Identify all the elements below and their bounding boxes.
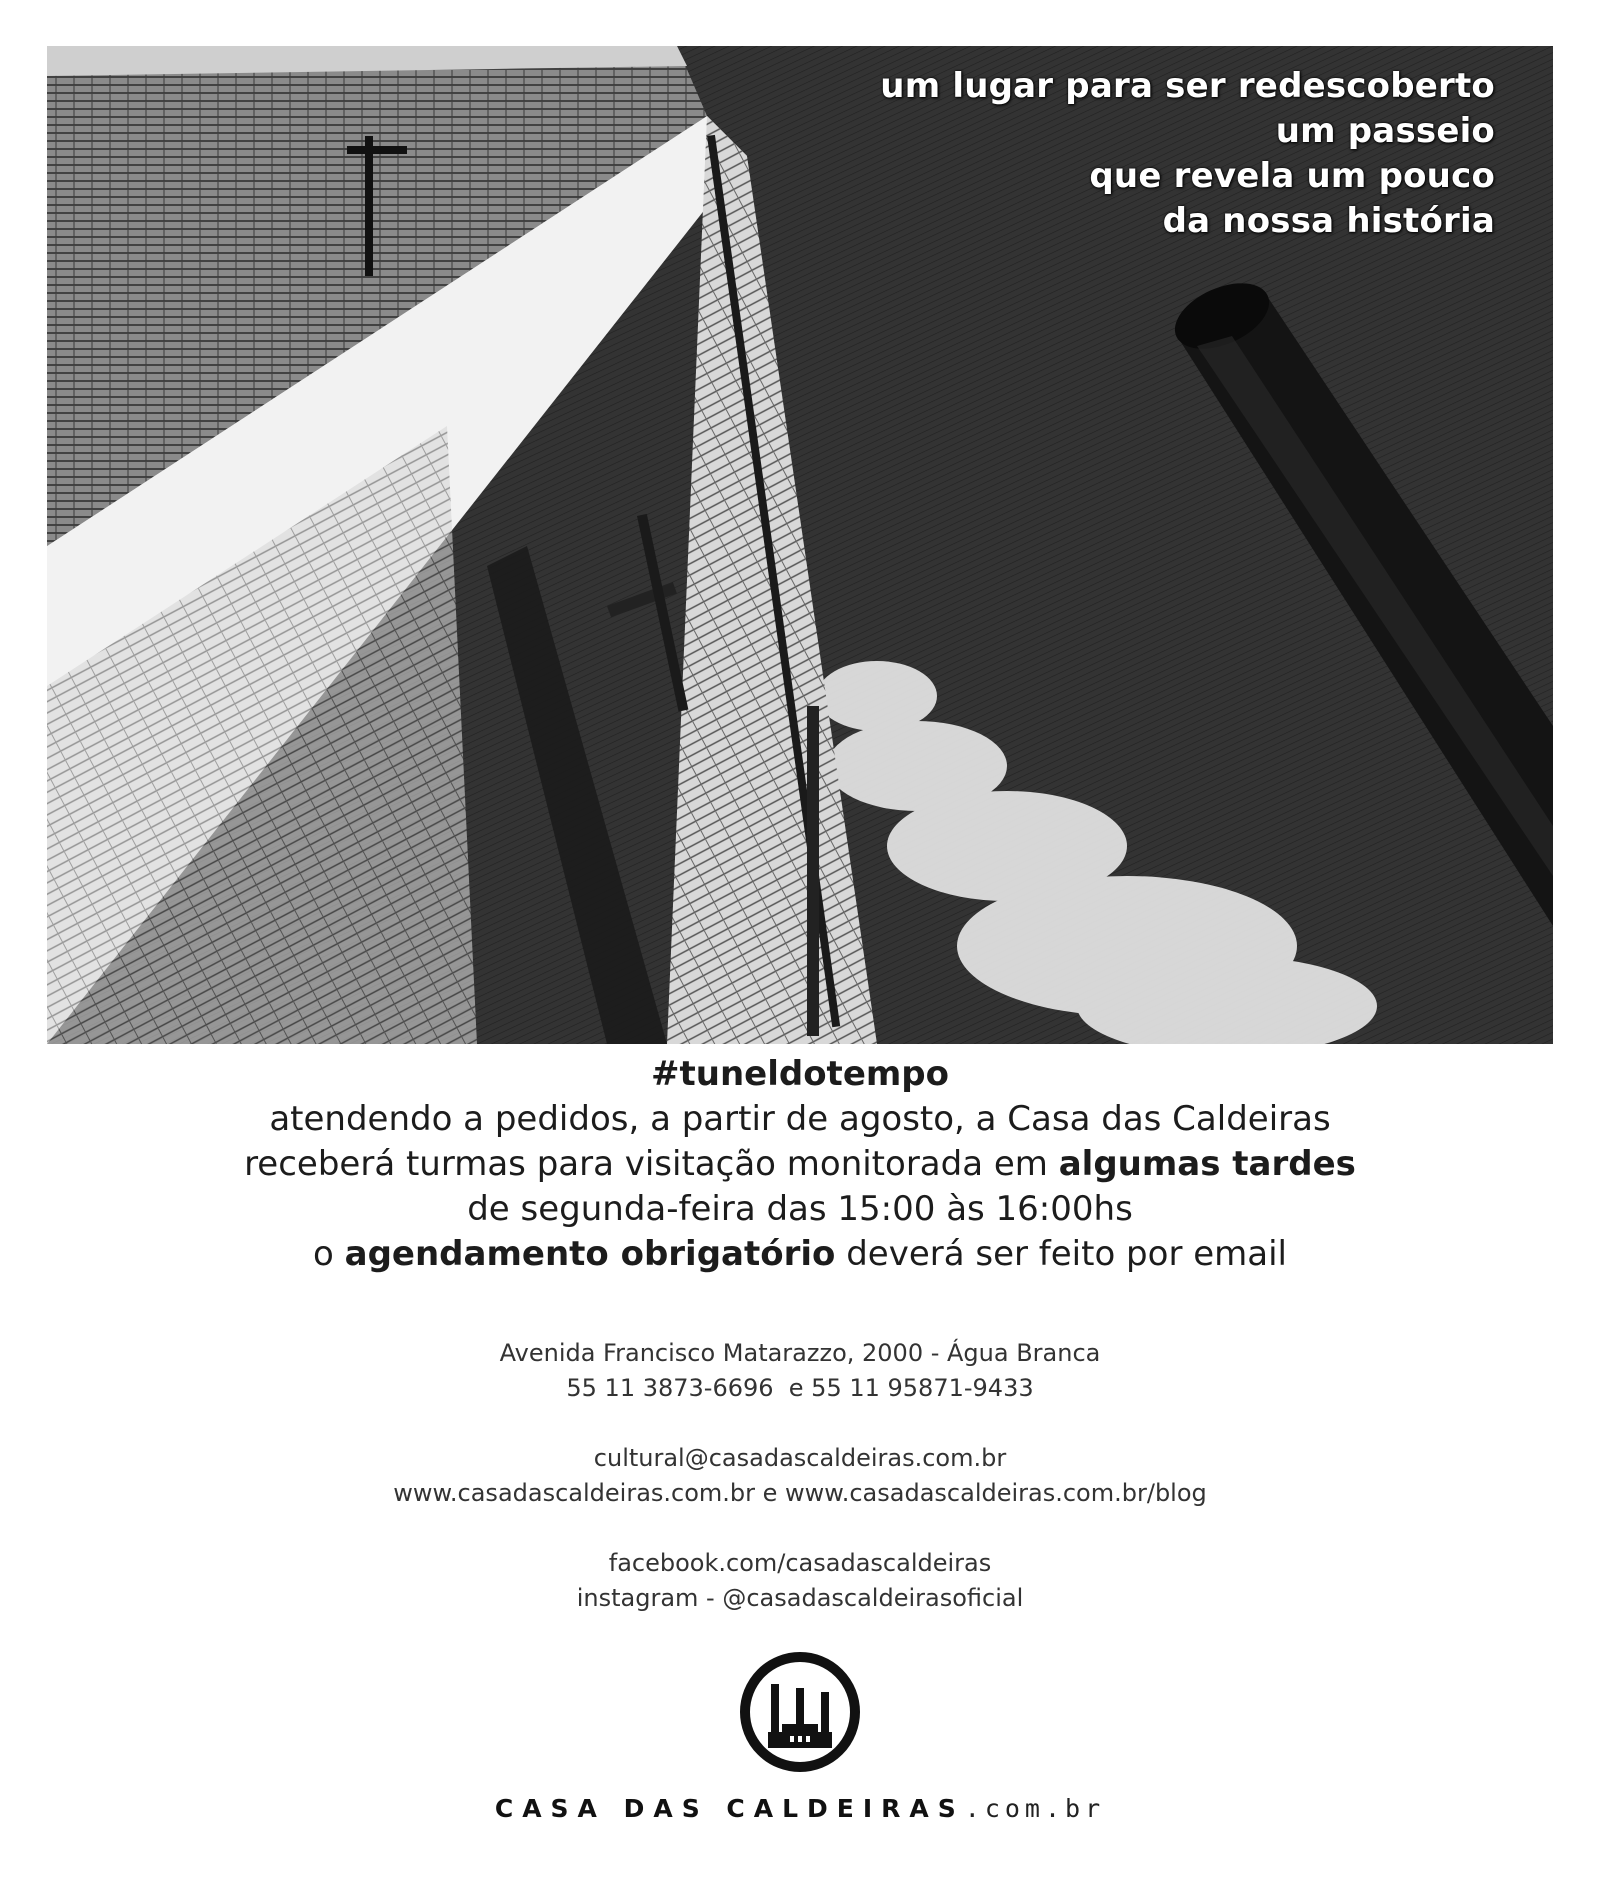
- contact-info: [0, 1336, 1600, 1616]
- announcement-line-4-post: deverá ser feito por email: [846, 1234, 1287, 1274]
- factory-chimneys-icon: [738, 1650, 862, 1774]
- hero-photo: [47, 46, 1553, 1044]
- email-link[interactable]: cultural@casadascaldeiras.com.br: [593, 1444, 1007, 1472]
- announcement-line-4-bold: agendamento obrigatório: [344, 1234, 836, 1274]
- announcement-line-4: [0, 1232, 1600, 1277]
- facebook-link[interactable]: facebook.com/casadascaldeiras: [608, 1549, 992, 1577]
- announcement-line-2-bold: algumas tardes: [1058, 1144, 1356, 1184]
- logo-domain: .com.br: [964, 1794, 1106, 1823]
- hashtag[interactable]: #tuneldotempo: [651, 1054, 949, 1094]
- logo-name: CASA DAS CALDEIRAS: [494, 1794, 965, 1823]
- tagline-line: um lugar para ser redescoberto: [880, 66, 1495, 106]
- announcement-line-1: atendendo a pedidos, a partir de agosto, a Casa das Caldeiras: [269, 1099, 1331, 1139]
- instagram-link[interactable]: instagram - @casadascaldeirasoficial: [576, 1584, 1024, 1612]
- logo-wordmark: [0, 1794, 1600, 1823]
- announcement-line-3: de segunda-feira das 15:00 às 16:00hs: [467, 1189, 1133, 1229]
- casa-das-caldeiras-logo: [0, 1650, 1600, 1823]
- website-links[interactable]: www.casadascaldeiras.com.br e www.casadascaldeiras.com.br/blog: [393, 1479, 1207, 1507]
- tagline-line: um passeio: [1275, 111, 1495, 151]
- announcement-line-2-text: receberá turmas para visitação monitorada em: [244, 1144, 1048, 1184]
- address: Avenida Francisco Matarazzo, 2000 - Água Branca: [499, 1339, 1101, 1367]
- announcement-line-2: [0, 1142, 1600, 1187]
- tagline-line: que revela um pouco: [1089, 156, 1495, 196]
- announcement-line-4-pre: o: [313, 1234, 334, 1274]
- announcement: [0, 1052, 1600, 1277]
- tagline-line: da nossa história: [1162, 201, 1495, 241]
- tagline: [880, 64, 1495, 244]
- phone-numbers: 55 11 3873-6696 e 55 11 95871-9433: [566, 1374, 1034, 1402]
